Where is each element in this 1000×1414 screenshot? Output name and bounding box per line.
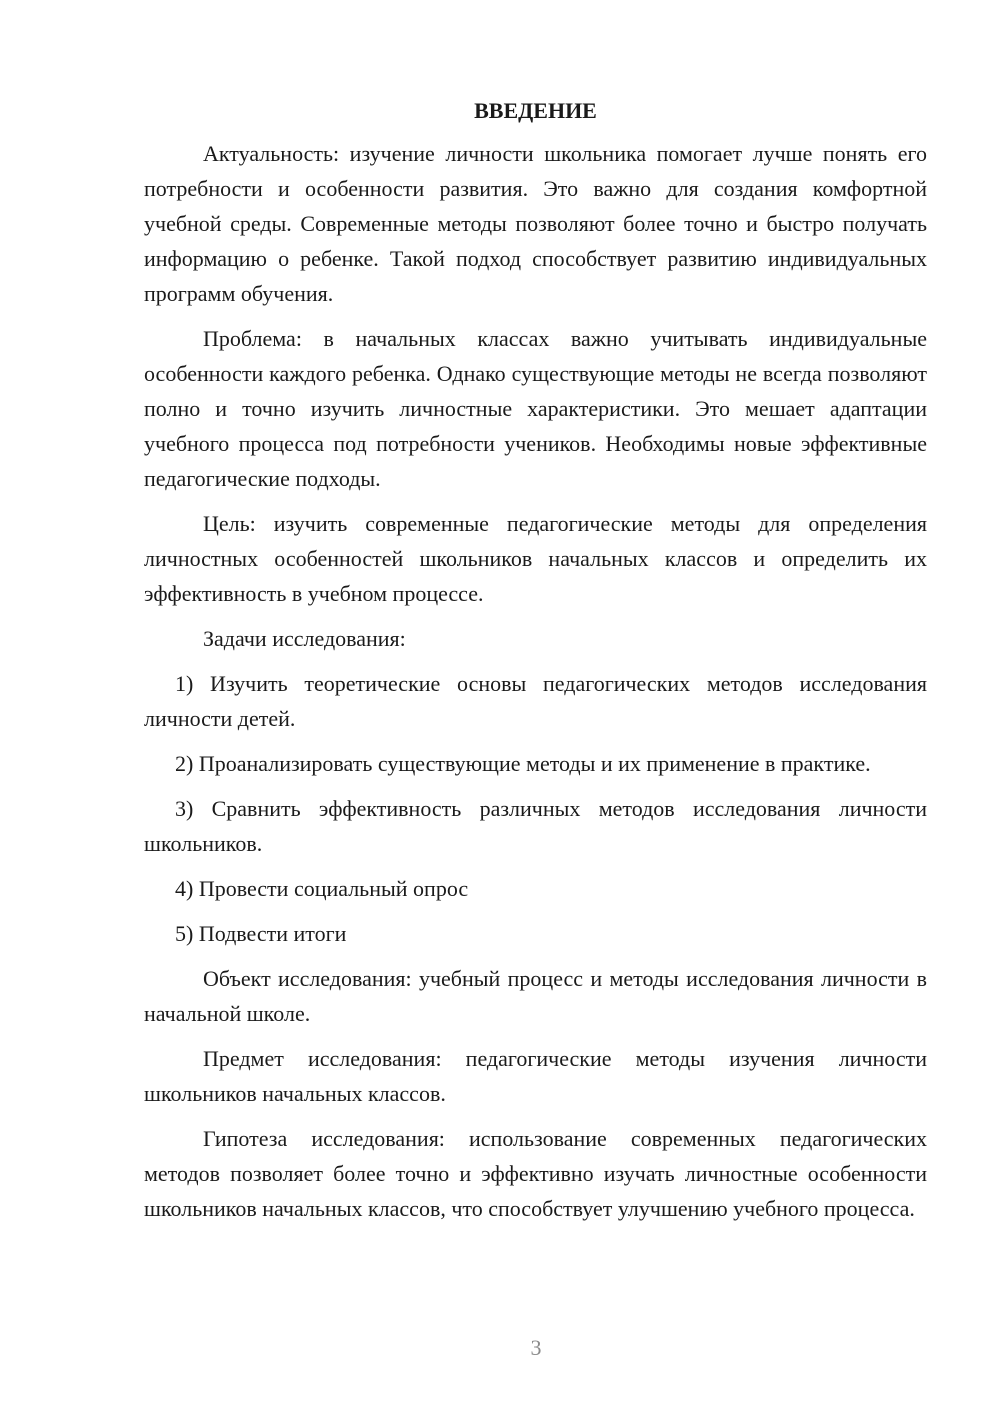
paragraph-problem: Проблема: в начальных классах важно учитывать индивидуальные особенности каждого ребенка. Однако существующие методы не всегда позволяют полно и точно изучить личностные характеристики. Это мешает адаптации учебного процесса под потребности учеников. Необходимы новые эффективные педагогические подходы. [144,326,927,491]
task-item-4: 4) Провести социальный опрос [175,876,469,901]
task-item-2: 2) Проанализировать существующие методы и их применение в практике. [175,751,871,776]
paragraph-goal: Цель: изучить современные педагогические методы для определения личностных особенностей школьников начальных классов и определить их эффективность в учебном процессе. [144,511,927,606]
page-number: 3 [530,1335,542,1360]
page-title: ВВЕДЕНИЕ [474,98,597,123]
document-page [144,94,927,1236]
paragraph-subject: Предмет исследования: педагогические методы изучения личности школьников начальных классов. [144,1046,927,1106]
paragraph-relevance: Актуальность: изучение личности школьника помогает лучше понять его потребности и особенности развития. Это важно для создания комфортной учебной среды. Современные методы позволяют более точно и быстро получать информацию о ребенке. Такой подход способствует развитию индивидуальных программ обучения. [144,141,927,306]
task-item-1: 1) Изучить теоретические основы педагогических методов исследования личности детей. [144,671,927,731]
task-item-3: 3) Сравнить эффективность различных методов исследования личности школьников. [144,796,927,856]
task-item-5: 5) Подвести итоги [175,921,347,946]
paragraph-object: Объект исследования: учебный процесс и методы исследования личности в начальной школе. [144,966,927,1026]
paragraph-hypothesis: Гипотеза исследования: использование современных педагогических методов позволяет более точно и эффективно изучать личностные особенности школьников начальных классов, что способствует улучшению учебного процесса. [144,1126,927,1221]
tasks-heading: Задачи исследования: [203,626,406,651]
